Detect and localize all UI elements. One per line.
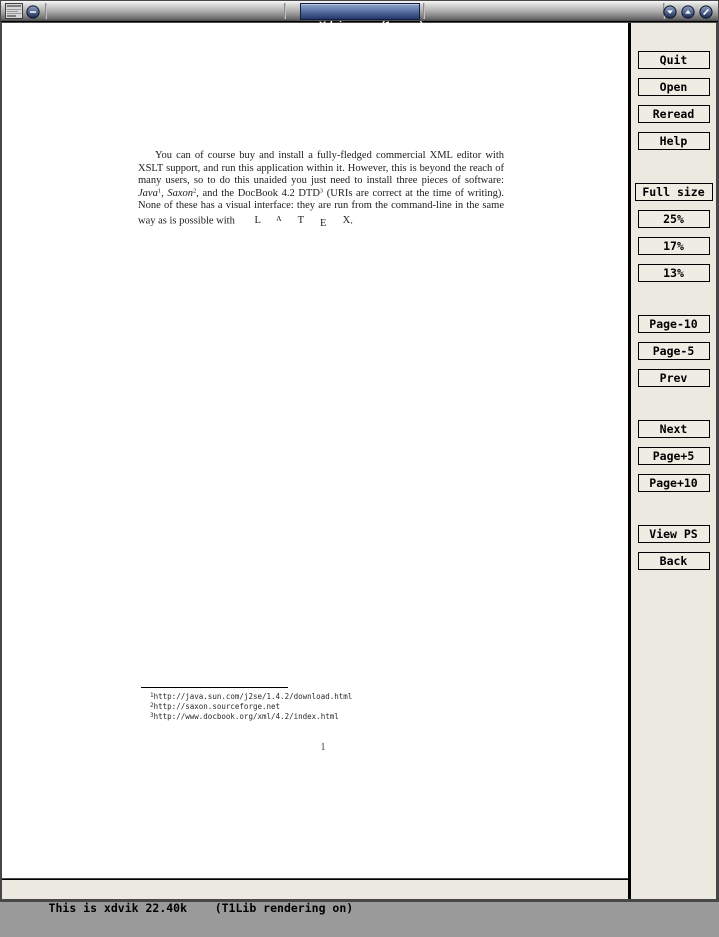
sidebar-button-group — [631, 315, 716, 387]
footnote: $^3$http://www.docbook.org/xml/4.2/index.html — [150, 711, 339, 721]
dash-icon — [26, 7, 40, 22]
window-menu-button[interactable] — [26, 5, 40, 19]
sidebar-button-open[interactable]: Open — [638, 78, 710, 96]
chevron-down-icon — [663, 7, 677, 22]
status-text: This is xdvik 22.40k (T1Lib rendering on) — [48, 901, 354, 915]
sidebar-button-17pct[interactable]: 17% — [638, 237, 710, 255]
sidebar-button-group — [631, 420, 716, 492]
sidebar-button-help[interactable]: Help — [638, 132, 710, 150]
sidebar-button-page-10[interactable]: Page-10 — [638, 315, 710, 333]
footnotes — [150, 692, 352, 722]
diagonal-slash-icon — [699, 7, 713, 22]
statusbar — [2, 879, 628, 915]
sidebar-button-group — [631, 525, 716, 570]
titlebar[interactable] — [1, 1, 718, 22]
sidebar — [628, 23, 716, 899]
window-title — [300, 3, 420, 20]
sidebar-button-group — [631, 183, 716, 282]
sidebar-button-back[interactable]: Back — [638, 552, 710, 570]
xdvi-app-icon — [5, 3, 23, 19]
chevron-up-icon — [681, 7, 695, 22]
page-number: 1 — [320, 742, 326, 753]
minimize-button[interactable] — [663, 5, 677, 19]
footnote: $^1$http://java.sun.com/j2se/1.4.2/download.html — [150, 691, 353, 701]
document-canvas[interactable] — [2, 23, 628, 878]
sidebar-button-25pct[interactable]: 25% — [638, 210, 710, 228]
sidebar-button-page-plus-10[interactable]: Page+10 — [638, 474, 710, 492]
sidebar-button-13pct[interactable]: 13% — [638, 264, 710, 282]
titlebar-separator — [284, 3, 286, 19]
maximize-button[interactable] — [681, 5, 695, 19]
latex-logo: L A T E X — [254, 213, 351, 229]
titlebar-separator — [45, 3, 47, 19]
titlebar-separator — [423, 3, 425, 19]
sidebar-button-reread[interactable]: Reread — [638, 105, 710, 123]
window-controls — [663, 5, 713, 19]
sidebar-button-prev[interactable]: Prev — [638, 369, 710, 387]
sidebar-button-page-5[interactable]: Page-5 — [638, 342, 710, 360]
close-button[interactable] — [699, 5, 713, 19]
sidebar-button-full-size[interactable]: Full size — [635, 183, 713, 201]
footnote-rule — [141, 687, 288, 688]
window-body — [2, 23, 716, 915]
sidebar-button-view-ps[interactable]: View PS — [638, 525, 710, 543]
footnote: $^2$http://saxon.sourceforge.net — [150, 701, 281, 711]
sidebar-button-group — [631, 51, 716, 150]
sidebar-button-quit[interactable]: Quit — [638, 51, 710, 69]
sidebar-button-next[interactable]: Next — [638, 420, 710, 438]
sidebar-button-page-plus-5[interactable]: Page+5 — [638, 447, 710, 465]
paragraph: You can of course buy and install a fully-fledged commercial XML editor with XSLT support, and run this application within it. However, this is beyond the reach of many users, so to do this unaided you just need to install three pieces of software: Java$^1$, Saxon$^2$, and the DocBook 4.2 DTD$^3$ (URIs are correct at the time of writing). None of these has a visual interface: they are run from the command-line in the same way as is possible with L A T E X. — [138, 150, 504, 229]
